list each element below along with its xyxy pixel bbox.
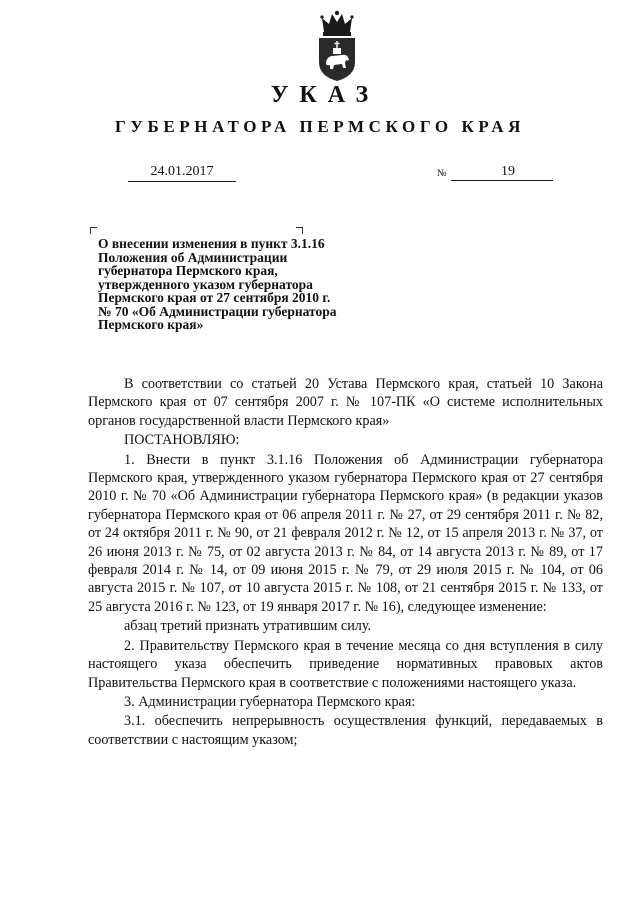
clause-1-paragraph: 1. Внести в пункт 3.1.16 Положения об Администрации губернатора Пермского края, утвержденного указом губернатора Пермского края от 27 сентября 2010 г. № 70 «Об Администрации губернатора Пермского края» (в редакции указов губернатора Пермского края от 06 апреля 2011 г. № 27, от 29 сентября 2011 г. № 82, от 24 октября 2011 г. № 90, от 21 февраля 2012 г. № 12, от 15 апреля 2013 г. № 37, от 26 июня 2013 г. № 75, от 02 августа 2013 г. № 84, от 14 августа 2013 г. № 89, от 17 февраля 2014 г. № 14, от 09 июня 2015 г. № 79, от 29 июля 2015 г. № 104, от 06 августа 2015 г. № 107, от 10 августа 2015 г. № 108, от 21 сентября 2015 г. № 133, от 25 августа 2016 г. № 123, от 19 января 2017 г. № 16), следующее изменение: xyxy=(88,451,603,615)
resolution-word: ПОСТАНОВЛЯЮ: xyxy=(124,432,240,449)
subject-line: № 70 «Об Администрации губернатора xyxy=(98,303,337,319)
subject-corner-left-mark xyxy=(90,227,97,234)
subject-line: Пермского края от 27 сентября 2010 г. xyxy=(98,290,331,305)
clause-1-change-paragraph: абзац третий признать утратившим силу. xyxy=(124,618,372,635)
subject-corner-right-mark xyxy=(296,227,303,234)
clause-3-1-paragraph: 3.1. обеспечить непрерывность осуществления функций, передаваемых в соответствии с настоящим указом; xyxy=(88,713,603,748)
document-type-title: УКАЗ xyxy=(270,82,380,108)
decree-body xyxy=(88,375,603,749)
decree-number: 19 xyxy=(451,163,553,181)
decree-date: 24.01.2017 xyxy=(128,163,236,182)
preamble-paragraph: В соответствии со статьей 20 Устава Пермского края, статьей 10 Закона Пермского края от 07 сентября 2007 г. № 107-ПК «О системе исполнительных органов государственной власти Пермского края» xyxy=(88,376,603,429)
number-sign: № xyxy=(437,168,447,179)
clause-3-paragraph: 3. Администрации губернатора Пермского края: xyxy=(124,693,416,710)
coat-of-arms-emblem xyxy=(316,10,358,82)
issuing-authority: ГУБЕРНАТОРА ПЕРМСКОГО КРАЯ xyxy=(115,117,525,136)
clause-2-paragraph: 2. Правительству Пермского края в течение месяца со дня вступления в силу настоящего указа обеспечить приведение нормативных правовых актов Правительства Пермского края в соответствие с положениями настоящего указа. xyxy=(88,637,603,691)
decree-subject xyxy=(98,237,388,332)
subject-line: Положения об Администрации xyxy=(98,249,288,265)
subject-line: Пермского края» xyxy=(98,317,204,332)
subject-line: губернатора Пермского края, xyxy=(98,263,278,278)
subject-line: утвержденного указом губернатора xyxy=(98,276,313,292)
subject-line: О внесении изменения в пункт 3.1.16 xyxy=(98,236,325,251)
